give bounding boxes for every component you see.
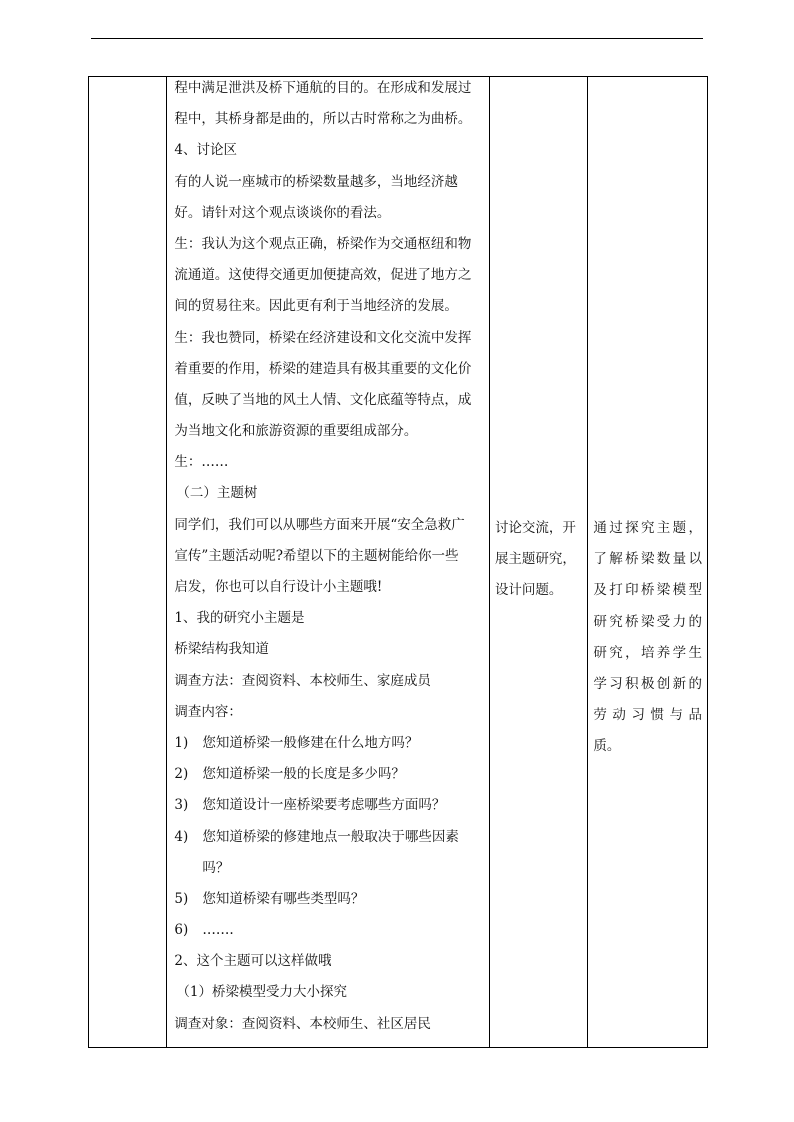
text-line: 宣传”主题活动呢?希望以下的主题树能给你一些 <box>174 547 459 564</box>
text-line: 讨论交流，开 <box>494 520 576 536</box>
text-line: 研究桥梁受力的 <box>593 613 702 630</box>
text-line: 2、这个主题可以这样做哦 <box>174 953 332 970</box>
survey-question-list <box>174 734 483 939</box>
text-line: 调查内容： <box>174 703 242 720</box>
list-item-text: 您知道设计一座桥梁要考虑哪些方面吗？ <box>202 797 446 814</box>
list-item <box>174 859 483 877</box>
design-purpose-cell <box>588 77 708 1048</box>
text-line: （二）主题树 <box>176 485 258 502</box>
list-item-number: 5) <box>174 890 189 907</box>
text-line: 流通道。这使得交通更加便捷高效，促进了地方之 <box>174 267 472 284</box>
list-item <box>174 734 483 752</box>
list-item <box>174 765 483 783</box>
list-item-text: 您知道桥梁一般的长度是多少吗？ <box>202 766 405 783</box>
text-line: 研究，培养学生 <box>593 644 702 661</box>
list-item <box>174 921 483 939</box>
text-line: 4、讨论区 <box>174 142 237 159</box>
list-item-number: 3) <box>174 797 189 814</box>
text-line: 桥梁结构我知道 <box>174 641 269 658</box>
text-line: 调查对象：查阅资料、本校师生、社区居民 <box>174 1015 431 1032</box>
text-line: 为当地文化和旅游资源的重要组成部分。 <box>174 423 418 440</box>
text-line: 程中，其桥身都是曲的，所以古时常称之为曲桥。 <box>174 111 472 128</box>
text-line: 有的人说一座城市的桥梁数量越多，当地经济越 <box>174 173 458 190</box>
text-line: 好。请针对这个观点谈谈你的看法。 <box>174 204 391 221</box>
design-purpose-text <box>593 519 702 755</box>
text-line: 生：我认为这个观点正确，桥梁作为交通枢纽和物 <box>174 235 472 252</box>
text-line: 通过探究主题， <box>593 520 702 536</box>
text-line: 启发，你也可以自行设计小主题哦! <box>174 579 383 595</box>
text-line: 程中满足泄洪及桥下通航的目的。在形成和发展过 <box>174 80 472 96</box>
table-row <box>89 77 708 1048</box>
stage-cell <box>89 77 167 1048</box>
text-line: 设计问题。 <box>494 582 563 599</box>
text-line: 值，反映了当地的风土人情、文化底蕴等特点，成 <box>174 391 472 408</box>
header-rule <box>91 38 703 39</box>
text-line: 间的贸易往来。因此更有利于当地经济的发展。 <box>174 298 458 315</box>
text-line: 着重要的作用，桥梁的建造具有极其重要的文化价 <box>174 360 472 377</box>
list-item-number: 1) <box>174 734 189 751</box>
list-item-text: 吗？ <box>202 859 230 876</box>
list-item <box>174 890 483 908</box>
text-line: 1、我的研究小主题是 <box>174 610 305 627</box>
list-item-text: ……. <box>202 922 234 939</box>
text-line: 生：…… <box>174 454 229 471</box>
list-item-number: 2) <box>174 766 189 783</box>
list-item-text: 您知道桥梁有哪些类型吗？ <box>202 890 365 907</box>
list-item-text: 您知道桥梁的修建地点一般取决于哪些因素 <box>202 828 459 845</box>
text-line: 展主题研究， <box>494 551 576 568</box>
text-line: 学习积极创新的 <box>593 675 702 692</box>
lesson-plan-table <box>88 76 708 1048</box>
text-line: 同学们，我们可以从哪些方面来开展“安全急救广 <box>174 516 465 533</box>
list-item-text: 您知道桥梁一般修建在什么地方吗？ <box>202 734 419 751</box>
teaching-content-text <box>174 79 483 721</box>
teaching-content-tail <box>174 952 483 1032</box>
list-item-number: 4) <box>174 828 189 845</box>
student-activity-text <box>495 519 582 599</box>
text-line: （1）桥梁模型受力大小探究 <box>176 984 347 1001</box>
list-item <box>174 796 483 814</box>
text-line: 生：我也赞同，桥梁在经济建设和文化交流中发挥 <box>174 329 472 346</box>
text-line: 调查方法：查阅资料、本校师生、家庭成员 <box>174 672 431 689</box>
text-line: 及打印桥梁模型 <box>593 582 702 599</box>
teaching-content-cell <box>167 77 490 1048</box>
list-item <box>174 828 483 846</box>
student-activity-cell <box>489 77 587 1048</box>
list-item-number: 6) <box>174 922 189 939</box>
text-line: 劳动习惯与品 <box>593 707 702 724</box>
text-line: 质。 <box>593 738 621 755</box>
text-line: 了解桥梁数量以 <box>593 551 702 568</box>
